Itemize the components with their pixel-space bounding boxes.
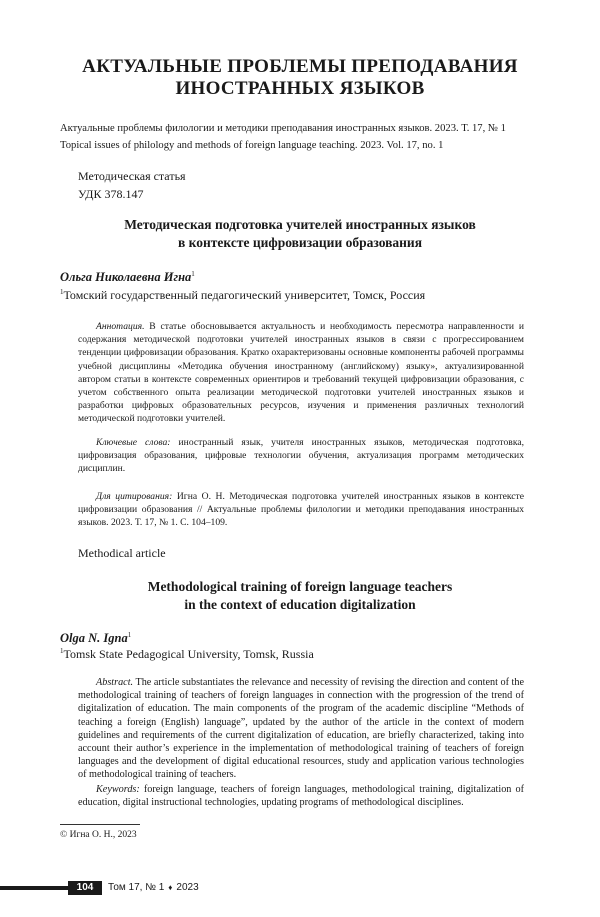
journal-title-line-1: АКТУАЛЬНЫЕ ПРОБЛЕМЫ ПРЕПОДАВАНИЯ — [82, 56, 518, 77]
article-title-en-line-1: Methodological training of foreign language teachers — [147, 579, 453, 594]
keywords-en — [78, 783, 524, 809]
author-name-ru: Ольга Николаевна Игна — [60, 270, 192, 285]
abstract-label-ru: Аннотация. — [96, 321, 145, 332]
author-sup-ru: 1 — [191, 270, 195, 278]
page-footer — [0, 881, 600, 895]
article-title-en — [0, 578, 600, 614]
abstract-text-en: The article substantiates the relevance and necessity of revising the direction and content of the methodological training of teachers of foreign languages in connection with the progression of the trend of digitalization of education. The main components of the program of the academic discipline “Methods of teaching a foreign (English) language”, updated by the author of the article in the context of modern guidelines and requirements of the current digitalization of education, are briefly characterized, taking into account their author’s experience in the implementation of methodological training of teachers of foreign languages and the development of digital educational resources, study and application various technologies of methodological training of teachers. — [78, 677, 524, 781]
page-number: 104 — [68, 881, 102, 895]
journal-citation-en: Topical issues of philology and methods of foreign language teaching. 2023. Vol. 17, no. 1 — [60, 140, 444, 151]
author-name-en: Olga N. Igna — [60, 631, 128, 646]
affiliation-sup-en: 1 — [60, 647, 64, 655]
abstract-label-en: Abstract. — [96, 677, 134, 688]
footer-bar — [0, 886, 68, 890]
journal-title-line-2: ИНОСТРАННЫХ ЯЗЫКОВ — [175, 78, 425, 99]
article-type-en: Methodical article — [78, 546, 166, 560]
affiliation-text-en: Tomsk State Pedagogical University, Tomsk, Russia — [63, 647, 314, 661]
footer-issue-info — [108, 881, 199, 895]
diamond-icon: ♦ — [168, 883, 173, 892]
abstract-en — [78, 676, 524, 782]
article-title-ru — [0, 216, 600, 252]
abstract-text-ru: В статье обосновывается актуальность и необходимость пересмотра направленности и содержания методической подготовки учителей иностранных языков в связи с прогрессированием тенденции цифровизации образования. Кратко охарактеризованы основные компоненты рабочей программы учебной дисциплины «Методика обучения иностранному (английскому) языку», актуализированной автором статьи в контексте современных ориентиров и требований текущей цифровизации образования, с учетом собственного опыта реализации методической подготовки учителей иностранных языков и разработки цифровых образовательных ресурсов, изучения и применения различных технологий методической подготовки учителей. — [78, 321, 524, 425]
journal-title — [0, 56, 600, 100]
copyright-notice: © Игна О. Н., 2023 — [60, 830, 137, 840]
citation-block-ru — [78, 490, 524, 530]
article-title-ru-line-2: в контексте цифровизации образования — [177, 235, 423, 250]
citation-text-ru: Игна О. Н. Методическая подготовка учителей иностранных языков в контексте цифровизации образования // Актуальные проблемы филологии и методики преподавания иностранных языков. 2023. Т. 17, № 1. С. 104–109. — [78, 491, 524, 529]
article-title-en-line-2: in the context of education digitalization — [184, 597, 416, 612]
affiliation-text-ru: Томский государственный педагогический университет, Томск, Россия — [63, 288, 426, 302]
author-sup-en: 1 — [127, 631, 132, 639]
keywords-label-ru: Ключевые слова: — [96, 437, 171, 448]
abstract-ru — [78, 320, 524, 426]
affiliation-en — [60, 643, 314, 662]
copyright-divider — [60, 824, 140, 825]
keywords-text-en: foreign language, teachers of foreign languages, methodological training, digitalization of education, digital instructional technologies, updating programs of methodological disciplines. — [78, 784, 524, 809]
article-title-ru-line-1: Методическая подготовка учителей иностранных языков — [124, 217, 476, 232]
footer-volume: Том 17, № 1 — [108, 882, 165, 893]
author-ru — [60, 266, 195, 285]
affiliation-sup-ru: 1 — [60, 288, 64, 296]
udc-code: УДК 378.147 — [78, 187, 144, 201]
keywords-label-en: Keywords: — [96, 784, 140, 795]
affiliation-ru — [60, 284, 425, 303]
keywords-ru — [78, 436, 524, 476]
footer-year: 2023 — [176, 882, 199, 893]
article-type-ru: Методическая статья — [78, 169, 186, 183]
journal-citation-ru: Актуальные проблемы филологии и методики преподавания иностранных языков. 2023. Т. 17, № 1 — [60, 123, 506, 134]
citation-label-ru: Для цитирования: — [96, 491, 173, 502]
keywords-text-ru: иностранный язык, учителя иностранных языков, методическая подготовка, цифровизация образования, цифровые технологии обучения, актуализация программ методических дисциплин. — [78, 437, 524, 475]
